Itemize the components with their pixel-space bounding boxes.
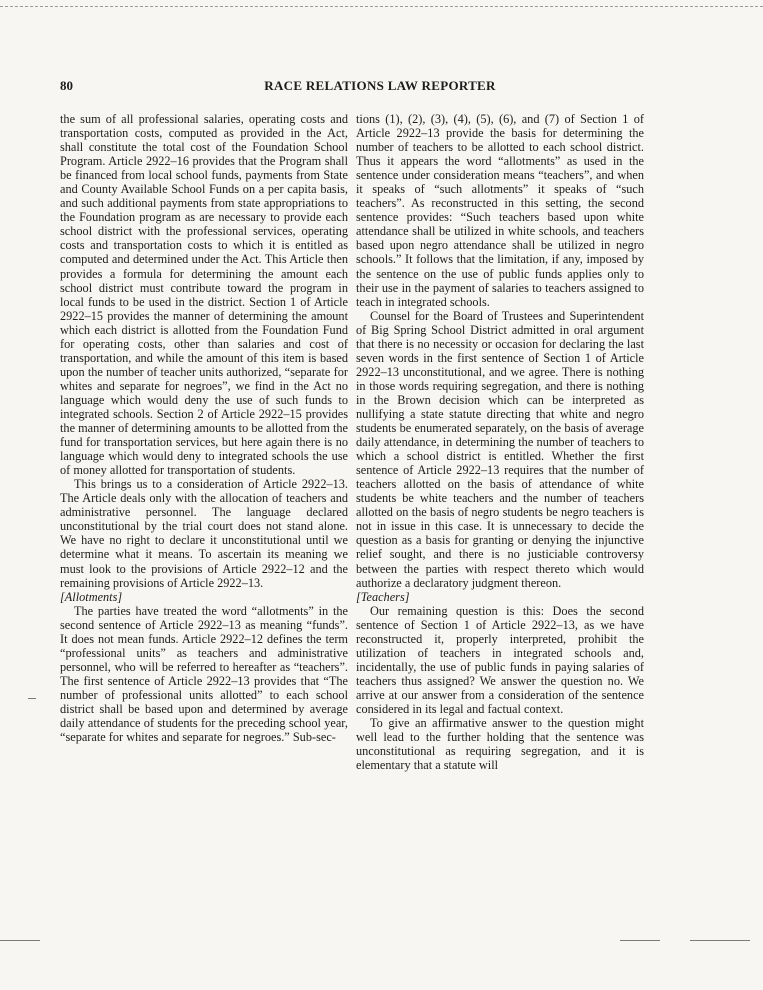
body-paragraph: The parties have treated the word “allotments” in the second sentence of Article 2922–13 as meaning “funds”. It does not mean funds. Article 2922–12 defines the term “professional units” as teachers and administrative personnel, who will be referred to hereafter as “teachers”. The first sentence of Article 2922–13 provides that “The number of professional units allotted” to each school district shall be based upon and determined by average daily attendance of students for the preceding school year, “separate for whites and separate for negroes.” Sub-sec- xyxy=(60,603,348,745)
body-paragraph: This brings us to a consideration of Article 2922–13. The Article deals only with the allocation of teachers and administrative personnel. The language declared unconstitutional by the trial court does not stand alone. We have no right to declare it unconstitutional until we determine what it means. To ascertain its meaning we must look to the provisions of Article 2922–12 and the remaining provisions of Article 2922–13. xyxy=(60,477,348,590)
section-heading: [Allotments] xyxy=(60,589,123,604)
body-paragraph: tions (1), (2), (3), (4), (5), (6), and (7) of Section 1 of Article 2922–13 provide the basis for determining the number of teachers to be allotted to each school district. Thus it appears the word “allotments” as used in the sentence under consideration means “teachers”, and when it speaks of “such allotments” it speaks of “such teachers”. As reconstructed in this setting, the second sentence provides: “Such teachers based upon white attendance shall be utilized in white schools, and teachers based upon negro attendance shall be utilized in negro schools.” It follows that the limitation, if any, imposed by the sentence on the use of public funds applies only to their use in the payment of salaries to teachers assigned to teach in integrated schools. xyxy=(356,112,644,309)
page-number: 80 xyxy=(60,78,73,93)
body-paragraph: Our remaining question is this: Does the second sentence of Section 1 of Article 2922–13, as we have reconstructed it, properly interpreted, prohibit the utilization of teachers in integrated schools and, incidentally, the use of public funds in paying salaries of teachers thus assigned? We answer the question no. We arrive at our answer from a consideration of the sentence considered in its legal and factual context. xyxy=(356,603,644,716)
body-paragraph: the sum of all professional salaries, operating costs and transportation costs, computed as provided in the Act, shall constitute the total cost of the Foundation School Program. Article 2922–16 provides that the Program shall be financed from local school funds, payments from State and County Available School Funds on a per capita basis, and such additional payments from state appropriations to the Foundation program as are necessary to provide each school district with the professional services, operating costs and transportation costs to which it is entitled as computed and determined under the Act. This Article then provides a formula for determining the amount each school district must contribute toward the program in local funds to be used in the district. Section 1 of Article 2922–15 provides the manner of determining the amount which each district is allotted from the Foundation Fund for operating costs, other than salaries and cost of transportation, and while the amount of this item is based upon the number of teacher units authorized, “separate for whites and separate for negroes”, we find in the Act no language which would deny the use of such funds to integrated schools. Section 2 of Article 2922–15 provides the manner of determining amounts to be allotted from the fund for transportation services, but here again there is no language which would deny to integrated schools the use of money allotted for transportation of students. xyxy=(60,112,348,478)
scan-bottom-mark-right-1 xyxy=(620,940,660,941)
section-heading: [Teachers] xyxy=(356,589,410,604)
right-text-column xyxy=(356,112,644,772)
margin-mark xyxy=(28,698,36,699)
body-paragraph: To give an affirmative answer to the question might well lead to the further holding that the sentence was unconstitutional as requiring segregation, and it is elementary that a statute will xyxy=(356,716,644,773)
scan-top-border xyxy=(0,6,763,7)
scan-bottom-mark-right-2 xyxy=(690,940,750,941)
scan-bottom-mark-left xyxy=(0,940,40,941)
running-head: RACE RELATIONS LAW REPORTER xyxy=(264,78,496,93)
page-header xyxy=(60,78,700,94)
body-paragraph: Counsel for the Board of Trustees and Superintendent of Big Spring School District admitted in oral argument that there is no necessity or occasion for declaring the last seven words in the first sentence of Section 1 of Article 2922–13 unconstitutional, and we agree. There is nothing in those words requiring segregation, and there is nothing in the Brown decision which can be interpreted as nullifying a state statute directing that white and negro students be enumerated separately, on the basis of average daily attendance, in determining the number of teachers to which a school district is entitled. Whether the first sentence of Article 2922–13 requires that the number of teachers allotted on the basis of attendance of white students be white teachers and the number of teachers allotted on the basis of negro students be negro teachers is not in issue in this case. It is unnecessary to decide the question as a basis for granting or denying the injunctive relief sought, and there is no justiciable controversy between the parties with respect thereto which would authorize a declaratory judgment thereon. xyxy=(356,308,644,590)
left-text-column xyxy=(60,112,348,744)
